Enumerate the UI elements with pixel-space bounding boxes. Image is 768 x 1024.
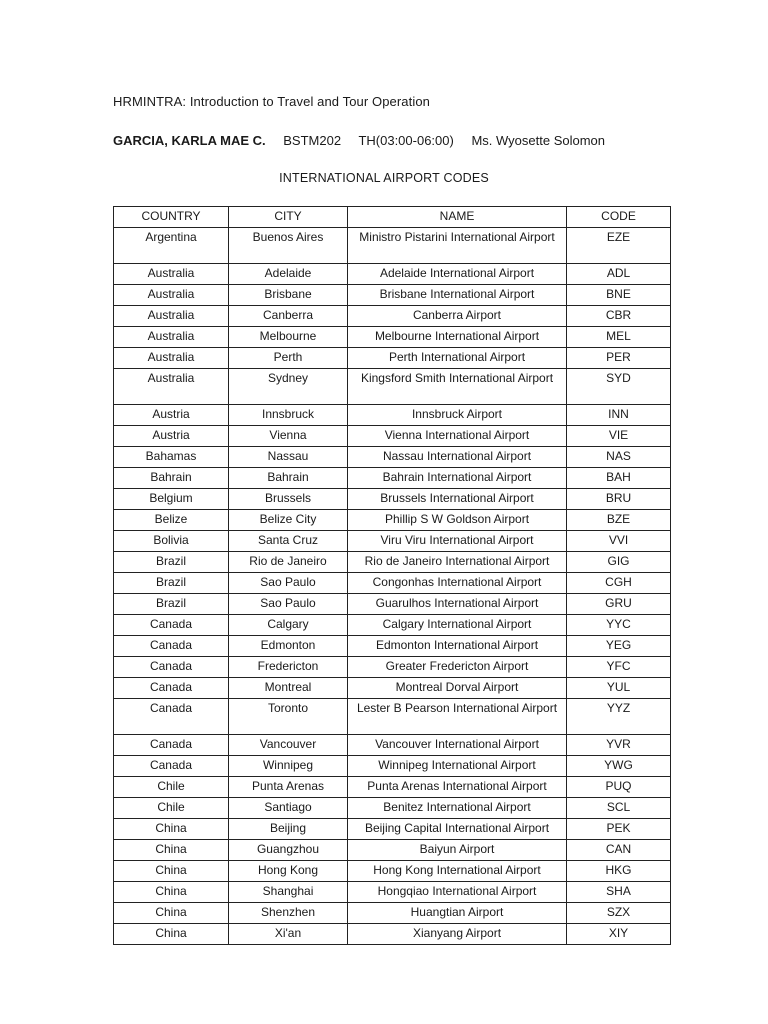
cell-code: HKG: [567, 861, 671, 882]
document-title: INTERNATIONAL AIRPORT CODES: [279, 171, 489, 185]
cell-code: CGH: [567, 573, 671, 594]
cell-city: Nassau: [229, 447, 348, 468]
cell-country: Canada: [114, 678, 229, 699]
cell-airport-name: Melbourne International Airport: [348, 327, 567, 348]
cell-airport-name: Beijing Capital International Airport: [348, 819, 567, 840]
cell-code: YEG: [567, 636, 671, 657]
cell-airport-name: Hongqiao International Airport: [348, 882, 567, 903]
table-row: [114, 798, 671, 819]
table-row: [114, 882, 671, 903]
table-row: [114, 735, 671, 756]
cell-code: EZE: [567, 228, 671, 264]
cell-city: Calgary: [229, 615, 348, 636]
cell-city: Shanghai: [229, 882, 348, 903]
table-row: [114, 510, 671, 531]
cell-city: Canberra: [229, 306, 348, 327]
cell-airport-name: Congonhas International Airport: [348, 573, 567, 594]
cell-country: Canada: [114, 615, 229, 636]
table-row: [114, 447, 671, 468]
table-row: [114, 636, 671, 657]
cell-country: Australia: [114, 285, 229, 306]
cell-city: Innsbruck: [229, 405, 348, 426]
cell-airport-name: Calgary International Airport: [348, 615, 567, 636]
cell-country: Argentina: [114, 228, 229, 264]
table-row: [114, 594, 671, 615]
cell-airport-name: Winnipeg International Airport: [348, 756, 567, 777]
cell-airport-name: Vancouver International Airport: [348, 735, 567, 756]
table-row: [114, 552, 671, 573]
cell-airport-name: Rio de Janeiro International Airport: [348, 552, 567, 573]
cell-code: YYC: [567, 615, 671, 636]
cell-airport-name: Guarulhos International Airport: [348, 594, 567, 615]
instructor-name: Ms. Wyosette Solomon: [471, 133, 606, 148]
cell-airport-name: Huangtian Airport: [348, 903, 567, 924]
table-row: [114, 327, 671, 348]
column-header-country: COUNTRY: [114, 207, 229, 228]
cell-airport-name: Innsbruck Airport: [348, 405, 567, 426]
table-row: [114, 348, 671, 369]
section-code: BSTM202: [283, 133, 342, 148]
cell-airport-name: Benitez International Airport: [348, 798, 567, 819]
cell-code: YYZ: [567, 699, 671, 735]
table-row: [114, 405, 671, 426]
cell-country: Canada: [114, 756, 229, 777]
table-row: [114, 657, 671, 678]
column-header-city: CITY: [229, 207, 348, 228]
cell-country: Australia: [114, 327, 229, 348]
table-row: [114, 756, 671, 777]
cell-city: Punta Arenas: [229, 777, 348, 798]
cell-city: Rio de Janeiro: [229, 552, 348, 573]
cell-city: Bahrain: [229, 468, 348, 489]
cell-city: Shenzhen: [229, 903, 348, 924]
cell-country: Brazil: [114, 573, 229, 594]
table-row: [114, 573, 671, 594]
cell-country: Chile: [114, 777, 229, 798]
cell-city: Xi'an: [229, 924, 348, 945]
cell-country: China: [114, 882, 229, 903]
cell-code: SHA: [567, 882, 671, 903]
table-row: [114, 678, 671, 699]
cell-city: Melbourne: [229, 327, 348, 348]
cell-city: Sydney: [229, 369, 348, 405]
table-row: [114, 924, 671, 945]
cell-city: Vancouver: [229, 735, 348, 756]
table-row: [114, 468, 671, 489]
cell-code: BAH: [567, 468, 671, 489]
cell-airport-name: Greater Fredericton Airport: [348, 657, 567, 678]
cell-code: INN: [567, 405, 671, 426]
cell-city: Edmonton: [229, 636, 348, 657]
cell-city: Hong Kong: [229, 861, 348, 882]
cell-city: Brisbane: [229, 285, 348, 306]
table-row: [114, 903, 671, 924]
cell-code: XIY: [567, 924, 671, 945]
cell-airport-name: Edmonton International Airport: [348, 636, 567, 657]
cell-airport-name: Bahrain International Airport: [348, 468, 567, 489]
table-row: [114, 777, 671, 798]
cell-airport-name: Lester B Pearson International Airport: [348, 699, 567, 735]
cell-city: Sao Paulo: [229, 594, 348, 615]
cell-city: Belize City: [229, 510, 348, 531]
cell-country: Austria: [114, 426, 229, 447]
cell-city: Santa Cruz: [229, 531, 348, 552]
cell-code: YWG: [567, 756, 671, 777]
cell-country: Canada: [114, 735, 229, 756]
cell-city: Vienna: [229, 426, 348, 447]
cell-code: SYD: [567, 369, 671, 405]
cell-code: NAS: [567, 447, 671, 468]
cell-code: GIG: [567, 552, 671, 573]
cell-code: VIE: [567, 426, 671, 447]
cell-airport-name: Nassau International Airport: [348, 447, 567, 468]
cell-country: Bolivia: [114, 531, 229, 552]
cell-city: Beijing: [229, 819, 348, 840]
cell-airport-name: Ministro Pistarini International Airport: [348, 228, 567, 264]
cell-city: Winnipeg: [229, 756, 348, 777]
table-header-row: [114, 207, 671, 228]
cell-code: GRU: [567, 594, 671, 615]
table-row: [114, 699, 671, 735]
cell-code: YUL: [567, 678, 671, 699]
table-row: [114, 489, 671, 510]
cell-city: Brussels: [229, 489, 348, 510]
cell-city: Perth: [229, 348, 348, 369]
cell-city: Guangzhou: [229, 840, 348, 861]
cell-country: Belgium: [114, 489, 229, 510]
cell-code: YVR: [567, 735, 671, 756]
cell-country: Australia: [114, 264, 229, 285]
table-row: [114, 285, 671, 306]
cell-country: Brazil: [114, 552, 229, 573]
cell-airport-name: Brisbane International Airport: [348, 285, 567, 306]
table-row: [114, 228, 671, 264]
table-body: [114, 228, 671, 945]
cell-code: ADL: [567, 264, 671, 285]
cell-airport-name: Canberra Airport: [348, 306, 567, 327]
cell-code: PEK: [567, 819, 671, 840]
cell-airport-name: Vienna International Airport: [348, 426, 567, 447]
cell-city: Santiago: [229, 798, 348, 819]
cell-city: Buenos Aires: [229, 228, 348, 264]
cell-country: Australia: [114, 306, 229, 327]
cell-airport-name: Phillip S W Goldson Airport: [348, 510, 567, 531]
cell-code: BNE: [567, 285, 671, 306]
cell-country: China: [114, 924, 229, 945]
airport-codes-table: [113, 206, 671, 945]
course-title: HRMINTRA: Introduction to Travel and Tour Operation: [113, 94, 430, 109]
cell-code: VVI: [567, 531, 671, 552]
cell-code: CBR: [567, 306, 671, 327]
cell-country: Canada: [114, 657, 229, 678]
cell-country: China: [114, 861, 229, 882]
cell-country: Australia: [114, 369, 229, 405]
cell-airport-name: Punta Arenas International Airport: [348, 777, 567, 798]
cell-code: CAN: [567, 840, 671, 861]
cell-city: Sao Paulo: [229, 573, 348, 594]
cell-code: PUQ: [567, 777, 671, 798]
cell-country: Australia: [114, 348, 229, 369]
cell-airport-name: Viru Viru International Airport: [348, 531, 567, 552]
cell-city: Montreal: [229, 678, 348, 699]
table-row: [114, 306, 671, 327]
cell-code: MEL: [567, 327, 671, 348]
cell-airport-name: Xianyang Airport: [348, 924, 567, 945]
cell-country: Austria: [114, 405, 229, 426]
cell-airport-name: Hong Kong International Airport: [348, 861, 567, 882]
cell-code: YFC: [567, 657, 671, 678]
cell-code: BRU: [567, 489, 671, 510]
cell-country: Brazil: [114, 594, 229, 615]
cell-country: Bahamas: [114, 447, 229, 468]
cell-code: SCL: [567, 798, 671, 819]
cell-city: Fredericton: [229, 657, 348, 678]
cell-code: PER: [567, 348, 671, 369]
table-row: [114, 819, 671, 840]
cell-country: China: [114, 840, 229, 861]
cell-airport-name: Baiyun Airport: [348, 840, 567, 861]
cell-country: China: [114, 903, 229, 924]
class-schedule: TH(03:00-06:00): [358, 133, 454, 148]
cell-country: Canada: [114, 636, 229, 657]
cell-code: BZE: [567, 510, 671, 531]
cell-code: SZX: [567, 903, 671, 924]
cell-airport-name: Montreal Dorval Airport: [348, 678, 567, 699]
table-row: [114, 861, 671, 882]
cell-country: Bahrain: [114, 468, 229, 489]
table-row: [114, 426, 671, 447]
cell-country: Chile: [114, 798, 229, 819]
column-header-code: CODE: [567, 207, 671, 228]
cell-airport-name: Brussels International Airport: [348, 489, 567, 510]
cell-airport-name: Perth International Airport: [348, 348, 567, 369]
table-row: [114, 615, 671, 636]
table-row: [114, 531, 671, 552]
cell-airport-name: Kingsford Smith International Airport: [348, 369, 567, 405]
cell-country: Belize: [114, 510, 229, 531]
cell-country: Canada: [114, 699, 229, 735]
student-info: [113, 133, 619, 148]
cell-airport-name: Adelaide International Airport: [348, 264, 567, 285]
table-row: [114, 840, 671, 861]
column-header-name: NAME: [348, 207, 567, 228]
cell-city: Adelaide: [229, 264, 348, 285]
table-row: [114, 264, 671, 285]
student-name: GARCIA, KARLA MAE C.: [113, 133, 266, 148]
table-row: [114, 369, 671, 405]
cell-country: China: [114, 819, 229, 840]
cell-city: Toronto: [229, 699, 348, 735]
